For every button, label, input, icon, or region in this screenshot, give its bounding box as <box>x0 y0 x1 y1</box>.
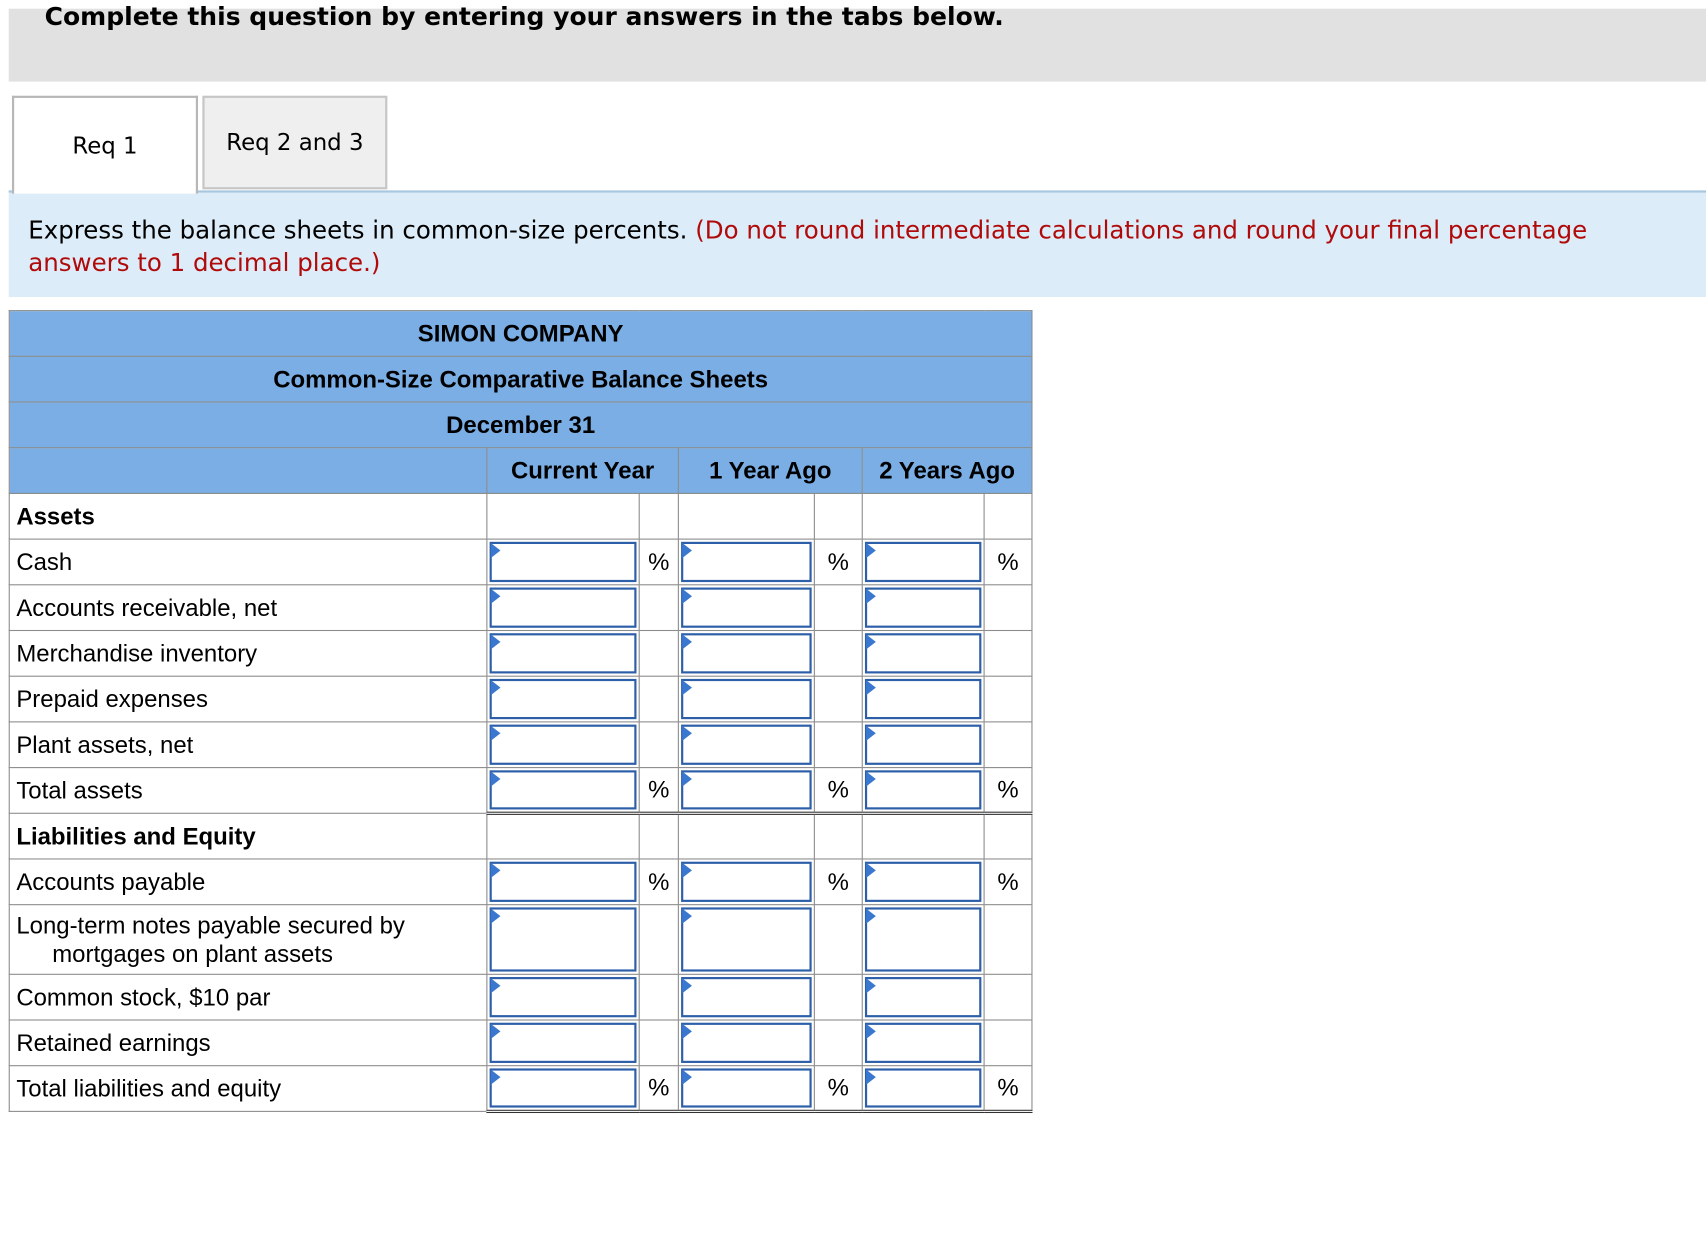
percent-sign: % <box>984 1066 1032 1112</box>
percent-sign: % <box>814 859 862 905</box>
input-marker-icon <box>866 771 876 786</box>
input-marker-icon <box>491 908 501 923</box>
empty-cell <box>862 813 984 859</box>
empty-cell <box>639 585 678 631</box>
accounts-payable-1-year-ago-input[interactable] <box>681 862 812 902</box>
cash-current-year-input[interactable] <box>490 542 637 582</box>
input-cell <box>487 859 639 905</box>
input-cell <box>487 630 639 676</box>
input-marker-icon <box>682 680 692 695</box>
input-marker-icon <box>866 863 876 878</box>
input-cell <box>487 539 639 585</box>
empty-cell <box>639 722 678 768</box>
input-marker-icon <box>682 589 692 604</box>
input-marker-icon <box>682 1070 692 1085</box>
empty-cell <box>984 630 1032 676</box>
percent-sign: % <box>639 539 678 585</box>
row-label-long-term-notes-payable <box>9 905 487 975</box>
row-label-line-2: mortgages on plant assets <box>52 939 333 967</box>
cash-2-years-ago-input[interactable] <box>865 542 981 582</box>
input-cell <box>678 859 814 905</box>
empty-cell <box>814 676 862 722</box>
input-marker-icon <box>682 726 692 741</box>
column-current-year: Current Year <box>487 448 678 494</box>
input-cell <box>678 974 814 1020</box>
accounts-payable-2-years-ago-input[interactable] <box>865 862 981 902</box>
percent-sign: % <box>814 539 862 585</box>
row-label-cash: Cash <box>9 539 487 585</box>
prepaid-expenses-1-year-ago-input[interactable] <box>681 679 812 719</box>
merchandise-inventory-1-year-ago-input[interactable] <box>681 633 812 673</box>
total-assets-2-years-ago-input[interactable] <box>865 770 981 809</box>
input-cell <box>862 1066 984 1112</box>
row-label-total-assets: Total assets <box>9 768 487 814</box>
common-stock-2-years-ago-input[interactable] <box>865 977 981 1017</box>
empty-cell <box>814 905 862 975</box>
empty-cell <box>814 974 862 1020</box>
input-cell <box>678 676 814 722</box>
input-cell <box>487 974 639 1020</box>
empty-cell <box>984 493 1032 539</box>
input-cell <box>678 1020 814 1066</box>
empty-cell <box>639 813 678 859</box>
input-cell <box>862 722 984 768</box>
percent-sign: % <box>984 539 1032 585</box>
input-marker-icon <box>682 908 692 923</box>
retained-earnings-current-year-input[interactable] <box>490 1023 637 1063</box>
statement-date: December 31 <box>9 402 1032 448</box>
row-label-plant-assets: Plant assets, net <box>9 722 487 768</box>
input-cell <box>678 539 814 585</box>
empty-cell <box>862 493 984 539</box>
section-liabilities-equity: Liabilities and Equity <box>9 813 487 859</box>
input-marker-icon <box>491 543 501 558</box>
empty-cell <box>487 813 639 859</box>
empty-cell <box>639 905 678 975</box>
input-marker-icon <box>866 634 876 649</box>
input-cell <box>487 1066 639 1112</box>
input-marker-icon <box>866 1024 876 1039</box>
input-marker-icon <box>866 680 876 695</box>
retained-earnings-1-year-ago-input[interactable] <box>681 1023 812 1063</box>
input-marker-icon <box>866 1070 876 1085</box>
input-marker-icon <box>491 863 501 878</box>
empty-cell <box>814 813 862 859</box>
percent-sign: % <box>814 768 862 814</box>
input-marker-icon <box>491 680 501 695</box>
row-label-retained-earnings: Retained earnings <box>9 1020 487 1066</box>
input-cell <box>678 905 814 975</box>
total-assets-current-year-input[interactable] <box>490 770 637 809</box>
percent-sign: % <box>984 768 1032 814</box>
input-cell <box>487 585 639 631</box>
empty-cell <box>814 630 862 676</box>
percent-sign: % <box>984 859 1032 905</box>
empty-cell <box>984 676 1032 722</box>
percent-sign: % <box>814 1066 862 1112</box>
long-term-notes-2-years-ago-input[interactable] <box>865 907 981 971</box>
input-marker-icon <box>491 1024 501 1039</box>
input-cell <box>862 539 984 585</box>
input-marker-icon <box>866 543 876 558</box>
empty-cell <box>678 813 814 859</box>
accounts-payable-current-year-input[interactable] <box>490 862 637 902</box>
empty-cell <box>984 974 1032 1020</box>
input-cell <box>678 630 814 676</box>
input-cell <box>862 905 984 975</box>
instruction-header <box>9 3 1706 82</box>
input-cell <box>678 1066 814 1112</box>
long-term-notes-1-year-ago-input[interactable] <box>681 907 812 971</box>
input-cell <box>678 722 814 768</box>
instructions-panel <box>9 190 1706 297</box>
tab-req-1[interactable]: Req 1 <box>12 96 198 194</box>
input-cell <box>862 630 984 676</box>
header-text: Complete this question by entering your answers in the tabs below. <box>44 3 1004 32</box>
header-blank <box>9 448 487 494</box>
empty-cell <box>984 1020 1032 1066</box>
row-label-prepaid-expenses: Prepaid expenses <box>9 676 487 722</box>
input-cell <box>487 768 639 814</box>
input-marker-icon <box>491 634 501 649</box>
empty-cell <box>984 905 1032 975</box>
input-marker-icon <box>682 771 692 786</box>
long-term-notes-current-year-input[interactable] <box>490 907 637 971</box>
row-label-total-liabilities-equity: Total liabilities and equity <box>9 1066 487 1112</box>
accounts-receivable-2-years-ago-input[interactable] <box>865 588 981 628</box>
input-marker-icon <box>682 863 692 878</box>
common-stock-current-year-input[interactable] <box>490 977 637 1017</box>
empty-cell <box>639 1020 678 1066</box>
common-stock-1-year-ago-input[interactable] <box>681 977 812 1017</box>
empty-cell <box>639 630 678 676</box>
row-label-accounts-receivable: Accounts receivable, net <box>9 585 487 631</box>
input-marker-icon <box>682 543 692 558</box>
empty-cell <box>639 493 678 539</box>
total-liabilities-equity-2-years-ago-input[interactable] <box>865 1068 981 1107</box>
percent-sign: % <box>639 1066 678 1112</box>
input-cell <box>678 585 814 631</box>
merchandise-inventory-current-year-input[interactable] <box>490 633 637 673</box>
input-marker-icon <box>491 1070 501 1085</box>
input-cell <box>487 676 639 722</box>
empty-cell <box>639 974 678 1020</box>
column-1-year-ago: 1 Year Ago <box>678 448 862 494</box>
input-cell <box>487 905 639 975</box>
statement-title: Common-Size Comparative Balance Sheets <box>9 356 1032 402</box>
input-cell <box>862 768 984 814</box>
prepaid-expenses-current-year-input[interactable] <box>490 679 637 719</box>
section-assets: Assets <box>9 493 487 539</box>
total-assets-1-year-ago-input[interactable] <box>681 770 812 809</box>
accounts-receivable-1-year-ago-input[interactable] <box>681 588 812 628</box>
input-marker-icon <box>491 978 501 993</box>
balance-sheet-table <box>9 310 1033 1113</box>
input-cell <box>487 722 639 768</box>
input-marker-icon <box>682 634 692 649</box>
empty-cell <box>814 1020 862 1066</box>
total-liabilities-equity-current-year-input[interactable] <box>490 1068 637 1107</box>
empty-cell <box>814 493 862 539</box>
input-marker-icon <box>491 726 501 741</box>
company-name: SIMON COMPANY <box>9 311 1032 357</box>
empty-cell <box>984 722 1032 768</box>
empty-cell <box>814 722 862 768</box>
empty-cell <box>487 493 639 539</box>
empty-cell <box>984 585 1032 631</box>
plant-assets-2-years-ago-input[interactable] <box>865 725 981 765</box>
row-label-accounts-payable: Accounts payable <box>9 859 487 905</box>
input-cell <box>862 859 984 905</box>
rounding-note: (Do not round intermediate calculations and round your final percentage answers to 1 decimal place.) <box>28 216 1588 278</box>
input-marker-icon <box>866 726 876 741</box>
row-label-line-1: Long-term notes payable secured by <box>16 911 405 939</box>
retained-earnings-2-years-ago-input[interactable] <box>865 1023 981 1063</box>
empty-cell <box>678 493 814 539</box>
input-cell <box>678 768 814 814</box>
input-cell <box>862 676 984 722</box>
tab-req-2-and-3[interactable]: Req 2 and 3 <box>202 96 387 190</box>
empty-cell <box>984 813 1032 859</box>
input-cell <box>862 1020 984 1066</box>
accounts-receivable-current-year-input[interactable] <box>490 588 637 628</box>
input-marker-icon <box>491 589 501 604</box>
input-marker-icon <box>491 771 501 786</box>
cash-1-year-ago-input[interactable] <box>681 542 812 582</box>
input-marker-icon <box>682 1024 692 1039</box>
empty-cell <box>639 676 678 722</box>
input-marker-icon <box>682 978 692 993</box>
percent-sign: % <box>639 768 678 814</box>
input-marker-icon <box>866 908 876 923</box>
empty-cell <box>814 585 862 631</box>
input-cell <box>487 1020 639 1066</box>
input-marker-icon <box>866 589 876 604</box>
percent-sign: % <box>639 859 678 905</box>
row-label-common-stock: Common stock, $10 par <box>9 974 487 1020</box>
instructions-text: Express the balance sheets in common-size percents. <box>28 216 688 245</box>
plant-assets-current-year-input[interactable] <box>490 725 637 765</box>
merchandise-inventory-2-years-ago-input[interactable] <box>865 633 981 673</box>
input-marker-icon <box>866 978 876 993</box>
input-cell <box>862 585 984 631</box>
plant-assets-1-year-ago-input[interactable] <box>681 725 812 765</box>
column-2-years-ago: 2 Years Ago <box>862 448 1032 494</box>
total-liabilities-equity-1-year-ago-input[interactable] <box>681 1068 812 1107</box>
prepaid-expenses-2-years-ago-input[interactable] <box>865 679 981 719</box>
row-label-merchandise-inventory: Merchandise inventory <box>9 630 487 676</box>
input-cell <box>862 974 984 1020</box>
